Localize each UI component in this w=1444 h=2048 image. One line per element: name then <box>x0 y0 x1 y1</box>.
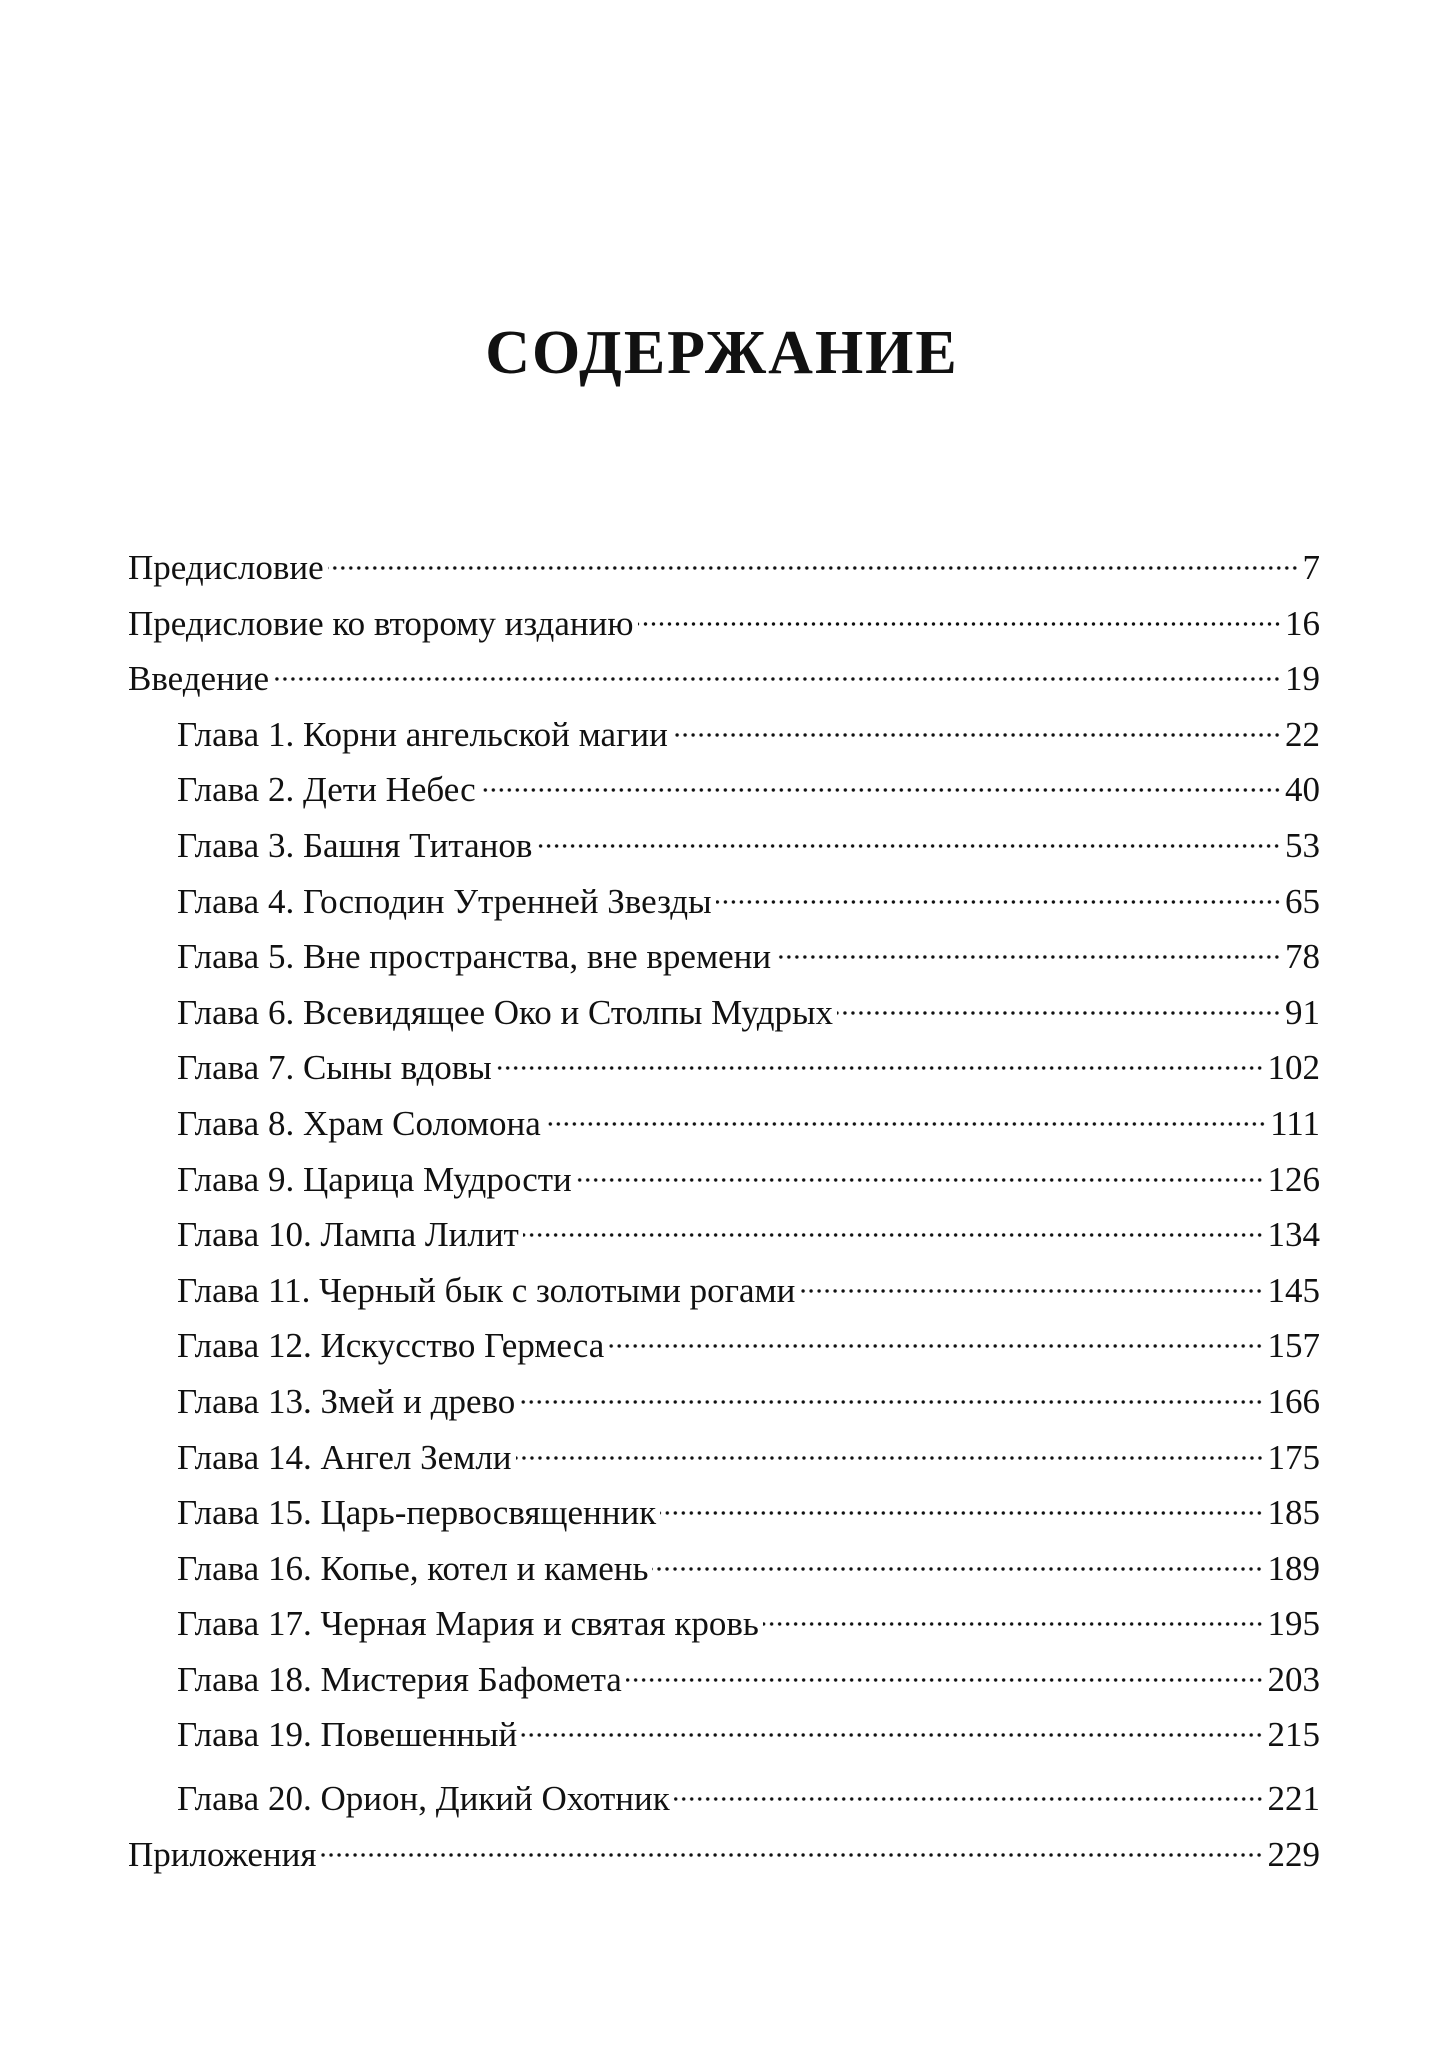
toc-entry <box>128 1152 1320 1208</box>
dot-leader <box>545 1120 1266 1128</box>
toc-entry-title: Глава 13. Змей и древо <box>177 1381 516 1421</box>
dot-leader <box>674 1795 1264 1803</box>
page-title: СОДЕРЖАНИЕ <box>485 319 959 387</box>
dot-leader <box>521 1731 1263 1739</box>
toc-entry <box>128 1541 1320 1597</box>
toc-entry-page-number: 175 <box>1267 1437 1320 1477</box>
dot-leader <box>660 1509 1263 1517</box>
toc-entry-page-number: 22 <box>1285 714 1320 754</box>
toc-entry-title: Глава 11. Черный бык с золотыми рогами <box>177 1270 796 1310</box>
toc-entry <box>128 596 1320 652</box>
toc-entry-title: Введение <box>128 659 270 699</box>
dot-leader <box>523 1231 1264 1239</box>
dot-leader <box>775 953 1281 961</box>
toc-entry-page-number: 229 <box>1267 1834 1320 1874</box>
toc-entry <box>128 1827 1320 1883</box>
dot-leader <box>519 1398 1263 1406</box>
toc-entry-page-number: 134 <box>1267 1215 1320 1255</box>
toc-entry-page-number: 185 <box>1267 1493 1320 1533</box>
toc-entry-title: Глава 1. Корни ангельской магии <box>177 714 668 754</box>
dot-leader <box>716 898 1281 906</box>
toc-entry-title: Глава 20. Орион, Дикий Охотник <box>177 1779 670 1819</box>
toc-entry-page-number: 221 <box>1267 1779 1320 1819</box>
toc-entry-title: Глава 16. Копье, котел и камень <box>177 1548 649 1588</box>
toc-entry-page-number: 203 <box>1267 1659 1320 1699</box>
toc-entry <box>128 1485 1320 1541</box>
dot-leader <box>763 1620 1264 1628</box>
dot-leader <box>576 1176 1264 1184</box>
toc-entry <box>128 1318 1320 1374</box>
toc-entry <box>128 929 1320 985</box>
toc-entry <box>128 1374 1320 1430</box>
dot-leader <box>672 731 1281 739</box>
toc-entry-page-number: 91 <box>1285 992 1320 1032</box>
toc-entry-page-number: 19 <box>1285 659 1320 699</box>
toc-entry-title: Глава 17. Черная Мария и святая кровь <box>177 1604 759 1644</box>
toc-entry <box>128 1040 1320 1096</box>
toc-entry-title: Глава 12. Искусство Гермеса <box>177 1326 605 1366</box>
toc-entry-title: Глава 6. Всевидящее Око и Столпы Мудрых <box>177 992 834 1032</box>
toc-entry-title: Глава 2. Дети Небес <box>177 770 476 810</box>
toc-entry-title: Глава 4. Господин Утренней Звезды <box>177 881 712 921</box>
toc-entry <box>128 1707 1320 1763</box>
toc-entry <box>128 540 1320 596</box>
toc-entry-page-number: 166 <box>1267 1381 1320 1421</box>
toc-entry-page-number: 65 <box>1285 881 1320 921</box>
toc-entry-title: Глава 14. Ангел Земли <box>177 1437 512 1477</box>
toc-entry-title: Предисловие <box>128 548 324 587</box>
toc-entry-title: Глава 10. Лампа Лилит <box>177 1215 519 1255</box>
toc-entry <box>128 874 1320 930</box>
toc-entry <box>128 1596 1320 1652</box>
toc-entry-page-number: 53 <box>1285 825 1320 865</box>
dot-leader <box>626 1676 1264 1684</box>
toc-entry <box>128 651 1320 707</box>
dot-leader <box>496 1064 1264 1072</box>
toc-entry-title: Приложения <box>128 1834 317 1874</box>
toc-entry <box>128 985 1320 1041</box>
toc-entry <box>128 1096 1320 1152</box>
dot-leader <box>516 1454 1264 1462</box>
toc-entry-page-number: 145 <box>1267 1270 1320 1310</box>
toc-entry-page-number: 126 <box>1267 1159 1320 1199</box>
toc-entry-page-number: 102 <box>1267 1048 1320 1088</box>
toc-entry-title: Глава 18. Мистерия Бафомета <box>177 1659 622 1699</box>
table-of-contents <box>128 540 1320 1882</box>
toc-entry-page-number: 16 <box>1285 603 1320 643</box>
toc-entry-page-number: 78 <box>1285 937 1320 977</box>
toc-entry <box>128 1771 1320 1827</box>
toc-entry <box>128 762 1320 818</box>
toc-entry-title: Глава 3. Башня Титанов <box>177 825 533 865</box>
dot-leader <box>273 675 1281 683</box>
toc-entry-title: Глава 19. Повешенный <box>177 1715 518 1755</box>
toc-entry-title: Глава 9. Царица Мудрости <box>177 1159 572 1199</box>
toc-entry-page-number: 157 <box>1267 1326 1320 1366</box>
dot-leader <box>608 1342 1263 1350</box>
toc-entry-title: Глава 8. Храм Соломона <box>177 1103 541 1143</box>
dot-leader <box>837 1009 1281 1017</box>
toc-entry-page-number: 189 <box>1267 1548 1320 1588</box>
dot-leader <box>799 1287 1263 1295</box>
toc-entry <box>128 707 1320 763</box>
toc-entry <box>128 1430 1320 1486</box>
toc-entry-page-number: 111 <box>1270 1103 1320 1143</box>
toc-entry-title: Глава 5. Вне пространства, вне времени <box>177 937 772 977</box>
toc-entry <box>128 1207 1320 1263</box>
toc-entry-title: Глава 7. Сыны вдовы <box>177 1048 492 1088</box>
dot-leader <box>652 1565 1263 1573</box>
toc-entry <box>128 1263 1320 1319</box>
dot-leader <box>328 564 1299 572</box>
toc-entry-page-number: 40 <box>1285 770 1320 810</box>
toc-entry-page-number: 215 <box>1267 1715 1320 1755</box>
toc-entry-title: Предисловие ко второму изданию <box>128 603 634 643</box>
toc-entry-page-number: 195 <box>1267 1604 1320 1644</box>
toc-entry-page-number: 7 <box>1302 548 1320 587</box>
toc-entry <box>128 818 1320 874</box>
toc-entry <box>128 1652 1320 1708</box>
toc-entry-title: Глава 15. Царь-первосвященник <box>177 1493 657 1533</box>
dot-leader <box>320 1851 1263 1859</box>
dot-leader <box>638 620 1281 628</box>
dot-leader <box>480 786 1281 794</box>
dot-leader <box>536 842 1281 850</box>
